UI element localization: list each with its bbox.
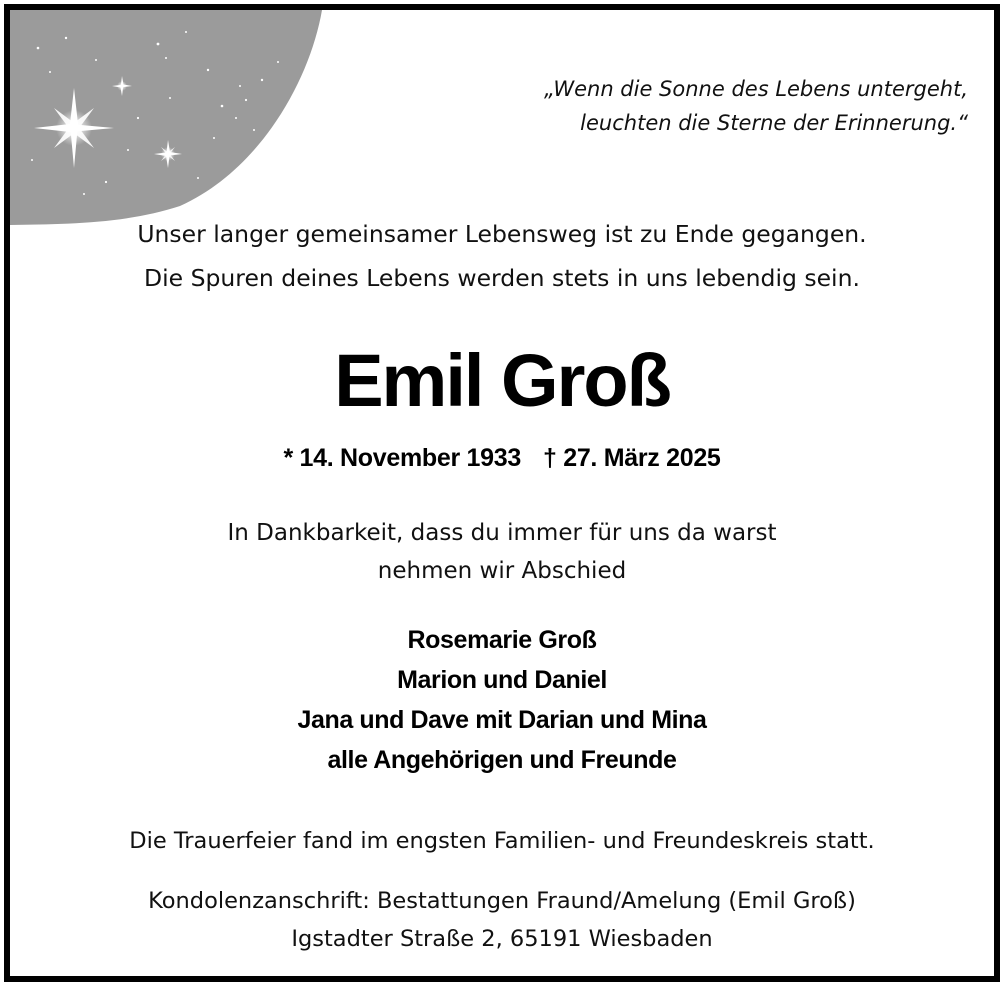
quote-line-1: „Wenn die Sonne des Lebens untergeht, <box>543 77 968 101</box>
birth-date: * 14. November 1933 <box>283 444 521 472</box>
night-sky-shape <box>10 10 322 225</box>
mourners-list <box>10 620 994 780</box>
obituary-frame <box>4 4 1000 982</box>
mourner-entry: Marion und Daniel <box>397 666 607 694</box>
deceased-name: Emil Groß <box>334 339 670 422</box>
mourner-entry: alle Angehörigen und Freunde <box>327 746 677 774</box>
condolence-address <box>10 882 994 958</box>
mourner-entry: Jana und Dave mit Darian und Mina <box>297 706 707 734</box>
intro-line-2: Die Spuren deines Lebens werden stets in uns lebendig sein. <box>144 264 860 292</box>
thanks-line-1: In Dankbarkeit, dass du immer für uns da warst <box>227 520 777 546</box>
funeral-note: Die Trauerfeier fand im engsten Familien- und Freundeskreis statt. <box>129 828 875 854</box>
death-date: † 27. März 2025 <box>542 444 721 472</box>
quote-line-2: leuchten die Sterne der Erinnerung.“ <box>580 111 968 135</box>
night-sky-illustration <box>10 10 340 232</box>
intro-text <box>10 212 994 300</box>
thanks-text <box>10 514 994 590</box>
mourner-entry: Rosemarie Groß <box>407 626 597 654</box>
memorial-quote <box>544 72 968 140</box>
life-dates <box>10 438 994 478</box>
intro-line-1: Unser langer gemeinsamer Lebensweg ist zu Ende gegangen. <box>137 220 867 248</box>
thanks-line-2: nehmen wir Abschied <box>377 558 627 584</box>
condolence-line-1: Kondolenzanschrift: Bestattungen Fraund/Amelung (Emil Groß) <box>148 888 856 914</box>
condolence-line-2: Igstadter Straße 2, 65191 Wiesbaden <box>291 926 713 952</box>
